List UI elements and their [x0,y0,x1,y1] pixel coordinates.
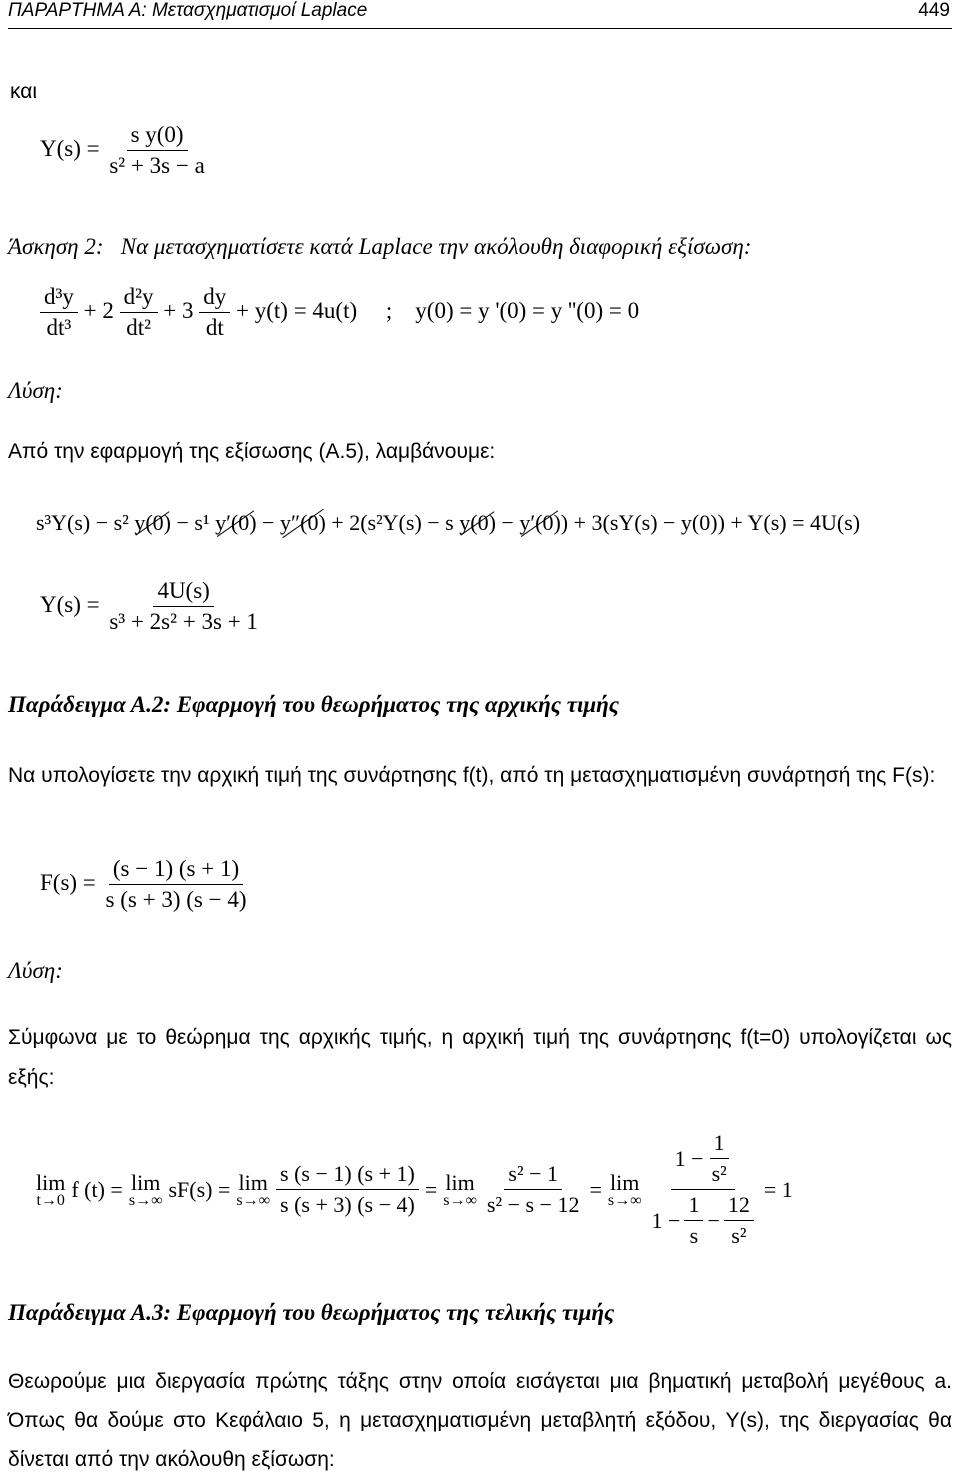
chapter-header: ΠΑΡΑΡΤΗΜΑ Α: Μετασχηματισμοί Laplace [8,0,368,21]
fraction-denominator: s (s + 3) (s − 4) [105,887,247,912]
third-derivative [40,284,78,341]
fraction-denominator: s² [731,1223,747,1248]
term: s³Y(s) − s² [36,510,135,535]
equals-sign: = [424,1176,438,1202]
fraction-denominator [648,1190,758,1249]
connector-text: και [10,80,38,103]
example-a3-statement: Θεωρούμε μια διεργασία πρώτης τάξης στην οποία εισάγεται μια βηματική μεταβολή μεγέθους a. Όπως θα δούμε στο Κεφάλαιο 5, η μετασχηματισμένη μεταβλητή εξόδου, Y(s), της διεργασίας θα δίνεται από την ακόλουθη εξίσωση: [8,1370,952,1471]
initial-conditions: y(0) = y '(0) = y ''(0) = 0 [415,297,640,323]
fraction-denominator: s² + 3s − a [109,153,205,178]
lim-subscript: t→0 [36,1191,65,1209]
exercise-label: Άσκηση 2: [8,234,104,259]
cancelled-term: y(0) [134,510,171,535]
lim-subscript: s→∞ [128,1191,163,1209]
limit-result: = 1 [763,1176,793,1202]
equation-lhs: Y(s) = [40,591,100,617]
equation-ys-intro [40,122,209,179]
equation-lhs: F(s) = [40,869,96,895]
exercise-heading [8,234,751,260]
example-a2-title: Παράδειγμα Α.2: Εφαρμογή του θεωρήματος της αρχικής τιμής [8,692,620,717]
inner-fraction [684,1192,703,1249]
fraction-numerator: 12 [724,1192,754,1221]
equation-fs [40,856,250,913]
fraction-denominator: dt² [126,315,151,340]
inner-fraction [708,1130,731,1187]
solution-label: Λύση: [8,378,63,403]
first-derivative [199,284,230,341]
equation-lhs: Y(s) = [40,135,100,161]
solution-label-2: Λύση: [8,958,63,983]
fraction-denominator: dt³ [46,315,72,340]
fraction-denominator: dt [205,315,224,340]
cancelled-term: y′(0) [215,510,257,535]
fraction-numerator: d³y [40,284,78,313]
cancelled-term: y(0) [459,510,496,535]
lim-text: lim [130,1169,161,1195]
term: 1 − [651,1207,681,1233]
fraction-numerator: d²y [120,284,158,313]
fraction-denominator: s (s + 3) (s − 4) [280,1192,415,1217]
inner-fraction [724,1192,754,1249]
example-a3-title: Παράδειγμα Α.3: Εφαρμογή του θεωρήματος της τελικής τιμής [8,1300,615,1325]
fraction-numerator: 1 [684,1192,703,1221]
limit-operator [443,1170,477,1210]
limit-computation [36,1130,793,1249]
fraction-numerator: s² − 1 [504,1161,562,1190]
page-number: 449 [918,0,950,21]
compound-fraction [648,1130,758,1249]
fraction-numerator: 4U(s) [153,578,213,607]
fraction-denominator: s² − s − 12 [486,1192,580,1217]
fraction-denominator: s² [711,1161,727,1186]
lim-subscript: s→∞ [607,1191,642,1209]
differential-equation [40,284,639,341]
operator: + 2 [83,297,114,323]
term: ) + 3(sY(s) − y(0)) + Y(s) = 4U(s) [560,510,861,535]
limit-operator [129,1170,163,1210]
fraction-numerator: dy [199,284,230,313]
cancelled-term: y′(0) [519,510,561,535]
limit-operator [608,1170,642,1210]
fraction [105,122,208,179]
fraction-numerator: 1 [710,1130,729,1159]
example-a2-according: Σύμφωνα με το θεώρημα της αρχικής τιμής, η αρχική τιμή της συνάρτησης f(t=0) υπολογίζεται ως εξής: [8,1026,952,1089]
lim-text: lim [238,1169,268,1195]
second-derivative [120,284,158,341]
applying-text: Από την εφαρμογή της εξίσωσης (Α.5), λαμβάνουμε: [8,440,496,463]
term: − [707,1207,720,1233]
fraction-numerator: s y(0) [127,122,188,151]
term: 1 − [674,1145,704,1171]
term: f (t) = [71,1176,123,1202]
term: + 2(s²Y(s) − s [325,510,460,535]
lim-text: lim [445,1169,475,1195]
lim-text: lim [610,1169,640,1195]
transformed-equation [36,510,860,536]
cancelled-term: y″(0) [279,510,326,535]
fraction [276,1161,419,1218]
term: − [495,510,520,535]
lim-subscript: s→∞ [236,1191,271,1209]
term: sF(s) = [168,1176,231,1202]
fraction-denominator: s³ + 2s² + 3s + 1 [109,609,258,634]
equation-rest: + y(t) = 4u(t) [236,297,358,323]
header-divider [8,28,952,29]
fraction [102,856,251,913]
limit-operator [236,1170,270,1210]
lim-text: lim [36,1169,66,1195]
term: − [256,510,280,535]
fraction [483,1161,584,1218]
fraction-numerator: s (s − 1) (s + 1) [276,1161,419,1190]
fraction-denominator: s [689,1223,699,1248]
limit-operator [36,1170,65,1210]
fraction-numerator: (s − 1) (s + 1) [109,856,243,885]
separator: ; [385,297,393,323]
lim-subscript: s→∞ [443,1191,477,1209]
exercise-statement: Να μετασχηματίσετε κατά Laplace την ακόλουθη διαφορική εξίσωση: [120,234,752,259]
operator: + 3 [163,297,194,323]
equals-sign: = [589,1176,602,1202]
equation-ys-result [40,578,262,635]
fraction [105,578,262,635]
example-a2-statement: Να υπολογίσετε την αρχική τιμή της συνάρτησης f(t), από τη μετασχηματισμένη συνάρτησή της F(s): [8,764,936,787]
term: − s¹ [170,510,216,535]
fraction-numerator [671,1130,735,1190]
